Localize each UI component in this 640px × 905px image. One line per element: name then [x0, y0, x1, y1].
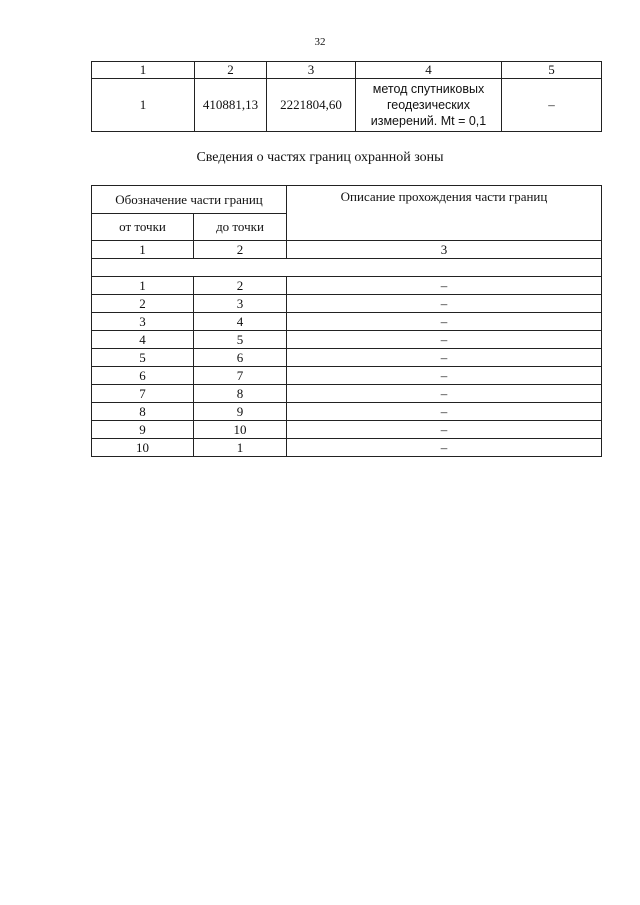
coordinates-header-cell: 3 [267, 62, 356, 79]
coordinates-header-cell: 2 [195, 62, 267, 79]
from-point-cell: 4 [92, 331, 194, 349]
to-point-cell: 5 [194, 331, 287, 349]
from-point-cell: 2 [92, 295, 194, 313]
description-cell: – [287, 439, 602, 457]
to-point-cell: 9 [194, 403, 287, 421]
header-group-cell: Обозначение части границ [92, 186, 287, 214]
table-row [92, 331, 602, 349]
to-point-cell: 10 [194, 421, 287, 439]
table-row [92, 421, 602, 439]
method-cell [356, 79, 502, 132]
description-cell: – [287, 367, 602, 385]
column-number-cell: 1 [92, 241, 194, 259]
y-coordinate-cell: 2221804,60 [267, 79, 356, 132]
point-number-cell: 1 [92, 79, 195, 132]
section-title: Сведения о частях границ охранной зоны [196, 150, 444, 165]
from-point-cell: 10 [92, 439, 194, 457]
table-row [92, 403, 602, 421]
table-row [92, 367, 602, 385]
coordinates-header-cell: 1 [92, 62, 195, 79]
column-number-cell: 3 [287, 241, 602, 259]
header-to-cell: до точки [194, 214, 287, 241]
to-point-cell: 3 [194, 295, 287, 313]
to-point-cell: 6 [194, 349, 287, 367]
table-row [92, 385, 602, 403]
header-from-cell: от точки [92, 214, 194, 241]
table-row [92, 313, 602, 331]
description-cell: – [287, 277, 602, 295]
coordinates-row [92, 79, 602, 132]
description-cell: – [287, 313, 602, 331]
empty-cell [92, 259, 602, 277]
from-point-cell: 9 [92, 421, 194, 439]
from-point-cell: 5 [92, 349, 194, 367]
to-point-cell: 4 [194, 313, 287, 331]
to-point-cell: 8 [194, 385, 287, 403]
column-number-cell: 2 [194, 241, 287, 259]
from-point-cell: 1 [92, 277, 194, 295]
table-row [92, 277, 602, 295]
from-point-cell: 8 [92, 403, 194, 421]
x-coordinate-cell: 410881,13 [195, 79, 267, 132]
boundary-parts-table [91, 185, 602, 457]
from-point-cell: 3 [92, 313, 194, 331]
empty-row [92, 259, 602, 277]
to-point-cell: 2 [194, 277, 287, 295]
method-line: измерений. Mt = 0,1 [370, 114, 487, 128]
from-point-cell: 6 [92, 367, 194, 385]
coordinates-table [91, 61, 602, 132]
description-cell: – [287, 295, 602, 313]
table-row [92, 295, 602, 313]
parts-header-row [92, 186, 602, 214]
description-cell: – [287, 403, 602, 421]
table-row [92, 439, 602, 457]
method-line: метод спутниковых [372, 82, 485, 96]
coordinates-header-cell: 4 [356, 62, 502, 79]
from-point-cell: 7 [92, 385, 194, 403]
page-number: 32 [314, 36, 326, 48]
coordinates-header-row [92, 62, 602, 79]
coordinates-header-cell: 5 [502, 62, 602, 79]
parts-column-number-row [92, 241, 602, 259]
description-cell: – [287, 385, 602, 403]
header-description-cell: Описание прохождения части границ [287, 186, 602, 241]
method-line: геодезических [386, 98, 470, 112]
column5-cell: – [502, 79, 602, 132]
description-cell: – [287, 421, 602, 439]
description-cell: – [287, 331, 602, 349]
table-row [92, 349, 602, 367]
description-cell: – [287, 349, 602, 367]
to-point-cell: 7 [194, 367, 287, 385]
to-point-cell: 1 [194, 439, 287, 457]
